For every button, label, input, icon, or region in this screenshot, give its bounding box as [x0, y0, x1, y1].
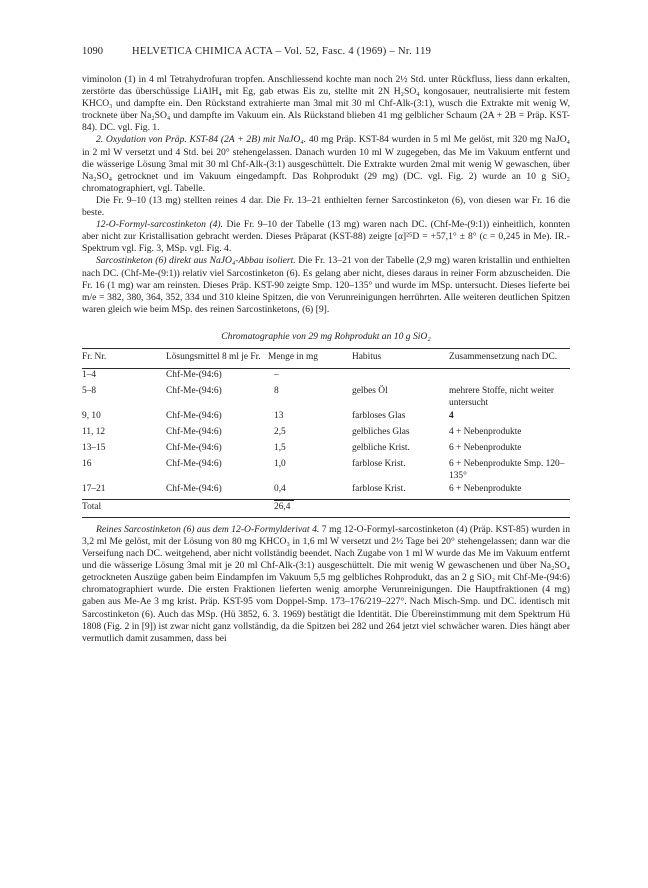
paragraph-heading: Sarcostinketon (6) direkt aus NaJO₄-Abbau isoliert. [96, 255, 296, 267]
paragraph-pure-sarcostinketon [82, 524, 570, 645]
paragraph-sarcostinketon-direct [82, 255, 570, 315]
paragraph-oxidation [82, 134, 570, 194]
page-number: 1090 [82, 46, 103, 57]
table-row [82, 442, 570, 458]
table-cell: Chf-Me-(94:6) [166, 443, 222, 454]
paragraph-text: 40 mg Präp. KST-84 wurden in 5 ml Me gelöst, mit 320 mg NaJO₄ in 2 ml W versetzt und 4 Std. bei 20° stehengelassen. Danach wurden 10 ml W zugegeben, das Me im Vakuum entfernt und die wässerige Lösung 3mal mit 30 ml Chf-Alk-(3:1) ausgeschüttelt. Die Extrakte wurden 2mal mit wenig W gewaschen, über Na₂SO₄ getrocknet und im Vakuum eingedampft. Das Rohprodukt (29 mg) (DC. vgl. Fig. 2) wurde an 10 g SiO₂ chromatographiert, vgl. Tabelle. [82, 134, 570, 194]
table-cell: 1–4 [82, 370, 97, 381]
table-cell: 9, 10 [82, 411, 101, 422]
table-cell: Chf-Me-(94:6) [166, 427, 222, 438]
table-caption: Chromatographie von 29 mg Rohprodukt an 10 g SiO₂ [221, 330, 431, 342]
table-cell [352, 369, 449, 386]
column-header: Fr. Nr. [82, 348, 166, 369]
table-row [82, 458, 570, 483]
article-body [82, 74, 570, 645]
paragraph-reduction: viminolon (1) in 4 ml Tetrahydrofuran tropfen. Anschliessend kochte man noch 2½ Std. unter Rückfluss, liess dann erkalten, zerstörte das überschüssige LiAlH₄ mit Eg, gab etwas Eis zu, stellte mit 2N H₂SO₄ kongosauer, neutralisierte mit festem KHCO₃ und dampfte ein. Den Rückstand extrahierte man 3mal mit 30 ml Chf-Alk-(3:1), wusch die Extrakte mit wenig W, trocknete über Na₂SO₄ und dampfte im Vakuum ein. Als Rückstand blieben 41 mg gelblicher Schaum (2A + 2B = Präp. KST-84). DC. vgl. Fig. 1. [82, 74, 570, 134]
running-header [82, 46, 570, 57]
table-cell: gelbes Öl [352, 386, 388, 397]
table-cell: 13 [274, 411, 284, 422]
table-cell: Chf-Me-(94:6) [166, 386, 222, 397]
table-cell [449, 369, 570, 386]
table-cell: farblose Krist. [352, 484, 406, 495]
paragraph-text: Die Fr. 13–21 von der Tabelle (2,9 mg) waren kristallin und enthielten nach DC. (Chf-Me-(9:1)) relativ viel Sarcostinketon (6). Es gelang aber nicht, dieses daraus in reiner Form abzuscheiden. Die Fr. 16 (1 mg) war am reinsten. Dieses Präp. KST-90 zeigte Smp. 120–135° und wurde im MSp. untersucht. Dieses lieferte bei m/e = 382, 380, 364, 352, 334 und 310 kleine Spitzen, die von Verunreinigungen herrührten. Alle weiteren deutlichen Spitzen waren gleich wie beim MSp. des reinen Sarcostinketons, (6) [9]. [82, 255, 570, 315]
table-cell: farblose Krist. [352, 459, 406, 470]
table-cell: Chf-Me-(94:6) [166, 459, 222, 470]
total-value: 26,4 [274, 500, 294, 514]
table-cell: 11, 12 [82, 427, 106, 438]
table-cell: mehrere Stoffe, nicht weiter untersucht [449, 386, 554, 408]
table-row [82, 483, 570, 500]
table-cell: Chf-Me-(94:6) [166, 484, 222, 495]
table-cell: 1,5 [274, 443, 286, 454]
table-cell: 1,0 [274, 459, 286, 470]
table-cell: 8 [274, 386, 279, 397]
table-cell: 6 + Nebenprodukte [449, 443, 522, 454]
paragraph-formyl [82, 219, 570, 255]
table-cell: 6 + Nebenprodukte [449, 484, 522, 495]
paragraph-heading: 12-O-Formyl-sarcostinketon (4). [96, 219, 224, 231]
table-cell: 4 [449, 411, 454, 422]
column-header: Habitus [352, 348, 449, 369]
column-header: Zusammensetzung nach DC. [449, 348, 570, 369]
table-cell: gelbliche Krist. [352, 443, 410, 454]
table-cell: 6 + Nebenprodukte Smp. 120–135° [449, 459, 565, 481]
total-label: Total [82, 500, 166, 518]
paragraph-heading: Reines Sarcostinketon (6) aus dem 12-O-Formylderivat 4. [96, 523, 320, 535]
table-row [82, 369, 570, 386]
table-row [82, 385, 570, 410]
table-cell: farbloses Glas [352, 411, 406, 422]
paragraph-text: Die Fr. 9–10 der Tabelle (13 mg) waren nach DC. (Chf-Me-(9:1)) einheitlich, konnten aber nicht zur Kristallisation gebracht werden. Dieses Präparat (KST-88) zeigte [α]²⁵D = +57,1° ± 8° (c = 0,245 in Me). IR.-Spektrum vgl. Fig. 3, MSp. vgl. Fig. 4. [82, 219, 570, 255]
table-cell: – [274, 370, 279, 381]
table-cell: 5–8 [82, 386, 97, 397]
table-cell: 16 [82, 459, 92, 470]
table-cell: Chf-Me-(94:6) [166, 411, 222, 422]
paragraph-text: 7 mg 12-O-Formyl-sarcostinketon (4) (Präp. KST-85) wurden in 3,2 ml Me gelöst, mit der Lösung von 80 mg KHCO₃ in 1,6 ml W versetzt und 2½ Tage bei 20° stehengelassen; dann war die Verseifung nach DC. weitgehend, aber nicht vollständig beendet. Nach Zugabe von 1 ml W wurde das Me im Vakuum entfernt und die wässerige Lösung 3mal mit je 20 ml Chf-Alk-(3:1) ausgeschüttelt. Die mit wenig W gewaschenen und über Na₂SO₄ getrockneten Auszüge gaben beim Eindampfen im Vakuum 5,5 mg gelbliches Rohprodukt, das an 2 g SiO₂ mit Chf-Me-(94:6) chromatographiert wurde. Die ersten Fraktionen lieferten wenig amorphe Verunreinigungen. Die Hauptfraktionen (4 mg) gaben aus Me-Ae 3 mg krist. Präp. KST-95 vom Doppel-Smp. 173–176/219–227°. Nach Misch-Smp. und DC. identisch mit Sarcostinketon (6). Auch das MSp. (Hü 3852, 6. 3. 1969) bestätigt die Identität. Die Übereinstimmung mit dem Spektrum Hü 1808 (Fig. 2 in [9]) ist zwar nicht ganz vollständig, da die Spitzen bei 282 und 264 jetzt viel schwächer waren. Dies hängt aber vermutlich damit zusammen, dass bei [82, 523, 570, 644]
table-cell: 17–21 [82, 484, 106, 495]
journal-running-title: HELVETICA CHIMICA ACTA – Vol. 52, Fasc. 4 (1969) – Nr. 119 [132, 46, 432, 57]
table-cell: 13–15 [82, 443, 106, 454]
table-total-row [82, 500, 570, 518]
table-row [82, 426, 570, 442]
column-header: Lösungsmittel 8 ml je Fr. [166, 348, 268, 369]
table-header-row [82, 348, 570, 369]
table-cell: 2,5 [274, 427, 286, 438]
table-cell: 4 + Nebenprodukte [449, 427, 522, 438]
paragraph-heading: 2. Oxydation von Präp. KST-84 (2A + 2B) mit NaJO₄. [96, 134, 307, 146]
table-cell: gelbliches Glas [352, 427, 410, 438]
table-cell: 0,4 [274, 484, 286, 495]
table-cell: Chf-Me-(94:6) [166, 370, 222, 381]
table-row [82, 410, 570, 426]
column-header: Menge in mg [268, 348, 352, 369]
paragraph-fractions: Die Fr. 9–10 (13 mg) stellten reines 4 dar. Die Fr. 13–21 enthielten ferner Sarcostinketon (6), von diesen war Fr. 16 die beste. [82, 194, 570, 219]
chromatography-table [82, 348, 570, 518]
